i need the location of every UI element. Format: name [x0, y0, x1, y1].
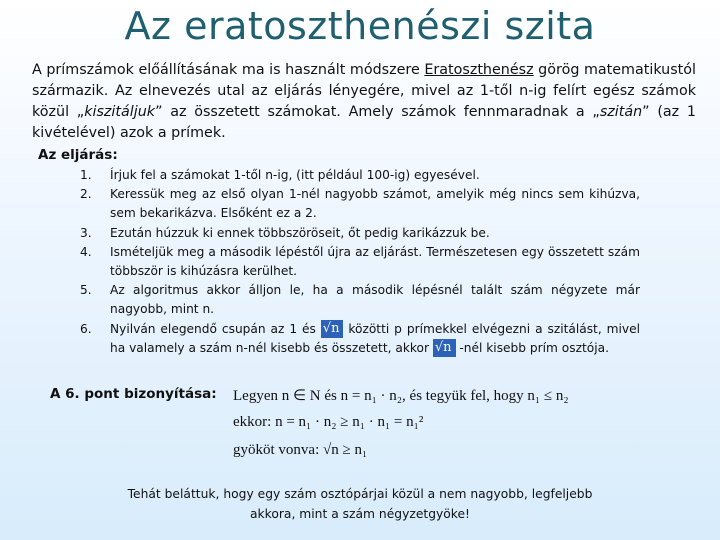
proof-label: A 6. pont bizonyítása:	[50, 386, 217, 402]
list-item	[80, 224, 640, 243]
step-text: Nyilván elegendő csupán az 1 és	[110, 321, 321, 336]
step-number: 2.	[80, 187, 92, 202]
intro-text: A prímszámok előállításának ma is használt módszere	[32, 62, 425, 78]
step-text: -nél kisebb prím osztója.	[455, 340, 609, 355]
step-text: Keressük meg az első olyan 1-nél nagyobb számot, amelyik még nincs sem kihúzva, sem bekarikázva. Elsőként ez a 2.	[110, 187, 640, 221]
step-text: Ezután húzzuk ki ennek többszöröseit, őt pedig karikázzuk be.	[110, 225, 490, 240]
sqrt-n-box: √n	[433, 339, 456, 357]
step-number: 4.	[80, 244, 92, 259]
step-text: Írjuk fel a számokat 1-től n-ig, (itt például 100-ig) egyesével.	[110, 168, 480, 182]
steps-list	[80, 166, 640, 358]
conclusion-text: Tehát beláttuk, hogy egy szám osztópárjai közül a nem nagyobb, legfeljebb akkora, mint a szám négyzetgyöke!	[127, 487, 593, 521]
intro-text: ” (az 1 kivételével) azok a prímek.	[32, 104, 697, 141]
procedure-label: Az eljárás:	[38, 147, 118, 163]
eratosthenes-link[interactable]: Eratoszthenész	[424, 62, 534, 78]
step-number: 6.	[80, 321, 92, 336]
list-item	[80, 320, 640, 358]
list-item	[80, 185, 640, 223]
step-number: 5.	[80, 283, 92, 298]
proof-line-2: ekkor: n = n₁ · n₂ ≥ n₁ · n₁ = n₁²	[233, 414, 424, 430]
proof-line-3: gyököt vonva: √n ≥ n₁	[233, 442, 368, 458]
sqrt-n-box: √n	[321, 320, 344, 338]
step-number: 1.	[80, 168, 92, 182]
proof-line-1: Legyen n ∈ N és n = n₁ · n₂, és tegyük fel, hogy n₁ ≤ n₂	[233, 388, 569, 404]
intro-paragraph	[32, 60, 696, 144]
step-text: Az algoritmus akkor álljon le, ha a második lépésnél talált szám négyzete már nagyobb, mint n.	[110, 283, 640, 317]
list-item	[80, 281, 640, 319]
step-number: 3.	[80, 225, 92, 240]
intro-text: ” az összetett számokat. Amely számok fennmaradnak a „	[155, 104, 600, 120]
list-item	[80, 243, 640, 281]
step-text: közötti p prímekkel elvégezni a szitálást, mivel ha valamely a szám n-nél kisebb és összetett, akkor	[110, 321, 640, 355]
slide-title: Az eratoszthenészi szita	[124, 4, 596, 48]
step-text: Ismételjük meg a második lépéstől újra az eljárást. Természetesen egy összetett szám többször is kihúzásra kerülhet.	[110, 244, 640, 279]
intro-italic: kiszitáljuk	[84, 104, 156, 120]
intro-italic: szitán	[599, 104, 643, 120]
intro-text: görög matematikustól származik. Az elnevezés utal az eljárás lényegére, mivel az 1-től n-ig felírt egész számok közül „	[32, 62, 696, 120]
list-item	[80, 166, 640, 185]
